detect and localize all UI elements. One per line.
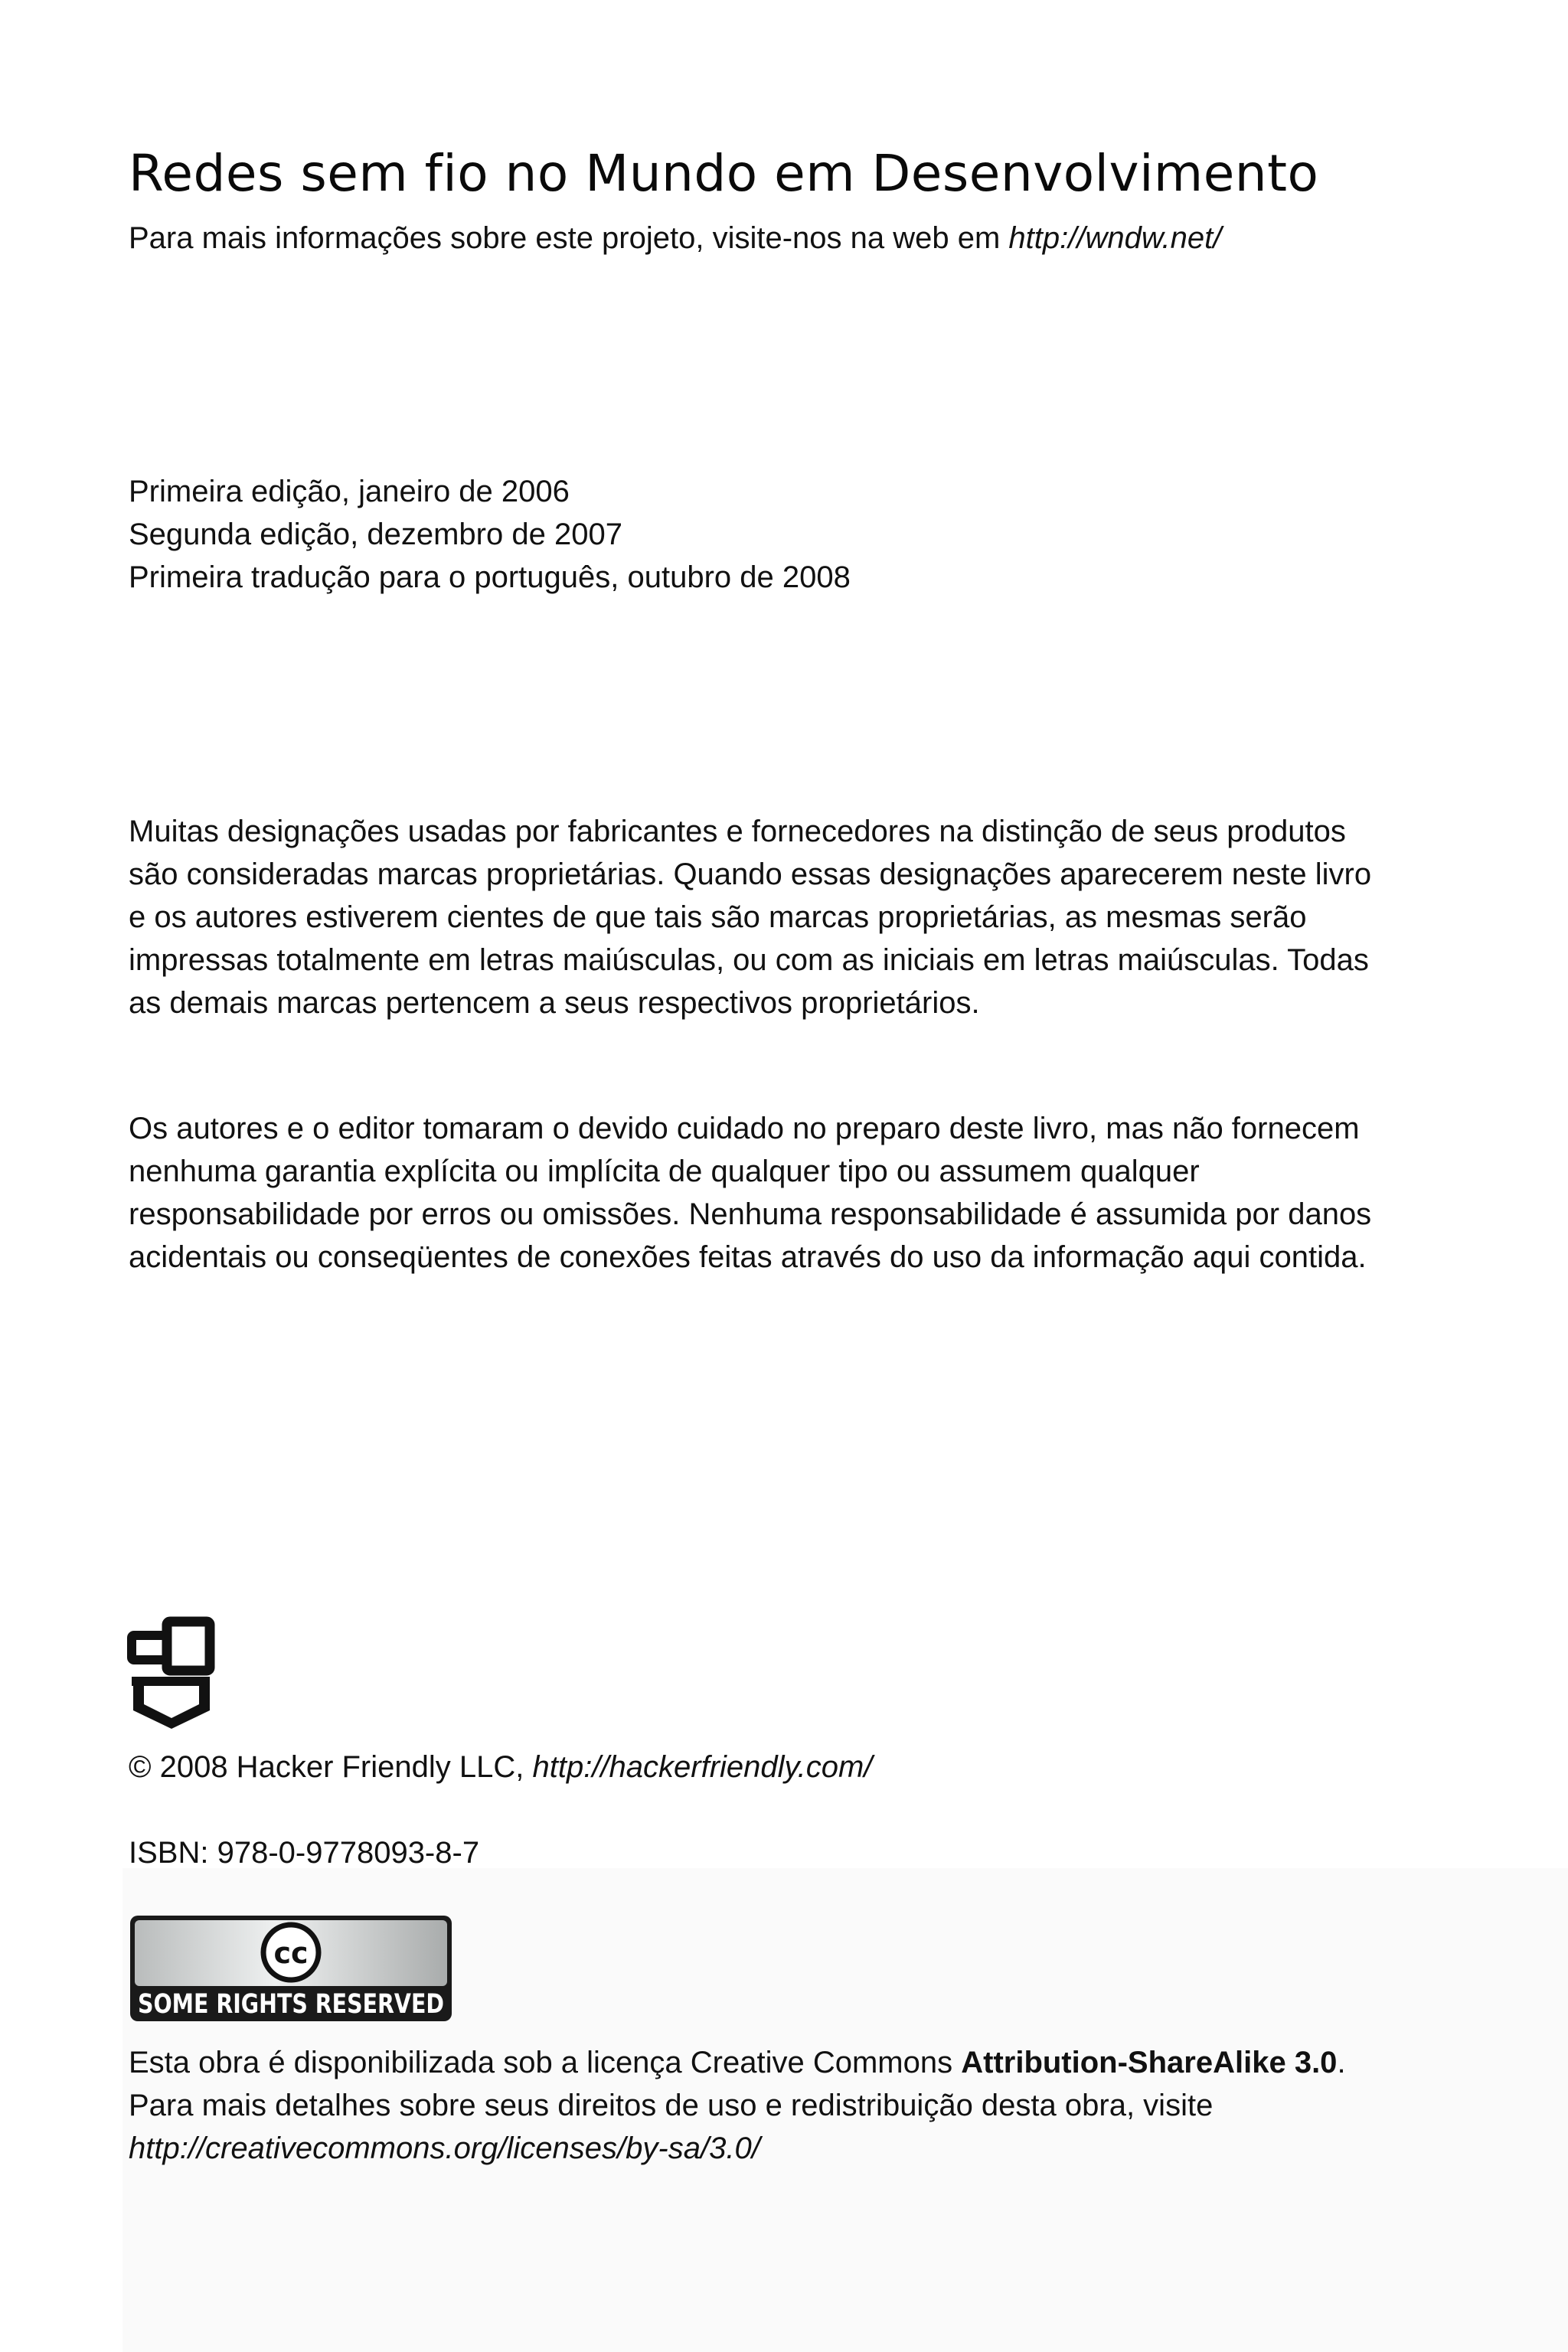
edition-line: Primeira edição, janeiro de 2006 — [129, 475, 570, 508]
hacker-friendly-logo-icon — [129, 1622, 214, 1733]
edition-line: Segunda edição, dezembro de 2007 — [129, 518, 622, 551]
project-info-line — [129, 219, 1221, 257]
edition-line: Primeira tradução para o português, outubro de 2008 — [129, 560, 851, 594]
project-url-link[interactable]: http://wndw.net/ — [1008, 221, 1222, 255]
license-notice — [129, 2041, 1384, 2170]
license-intro: Esta obra é disponibilizada sob a licença Creative Commons — [129, 2046, 962, 2079]
project-info-text: Para mais informações sobre este projeto, visite-nos na web em — [129, 221, 1009, 255]
publisher-url-link[interactable]: http://hackerfriendly.com/ — [532, 1750, 873, 1784]
license-url-link[interactable]: http://creativecommons.org/licenses/by-sa/3.0/ — [129, 2132, 760, 2165]
book-title: Redes sem fio no Mundo em Desenvolvimento — [129, 144, 1319, 203]
cc-badge-label: SOME RIGHTS RESERVED — [138, 1989, 444, 2020]
isbn-line: ISBN: 978-0-9778093-8-7 — [129, 1836, 480, 1870]
edition-history — [129, 470, 851, 599]
trademark-notice: Muitas designações usadas por fabricantes e fornecedores na distinção de seus produtos são consideradas marcas proprietárias. Quando essas designações aparecerem neste livro e os autores estiverem cientes de que tais são marcas proprietárias, as mesmas serão impressas totalmente em letras maiúsculas, ou com as iniciais em letras maiúsculas. Todas as demais marcas pertencem a seus respectivos proprietários. — [129, 815, 1372, 1020]
copyright-text: © 2008 Hacker Friendly LLC, — [129, 1750, 533, 1784]
license-name: Attribution-ShareAlike 3.0 — [961, 2046, 1338, 2079]
creative-commons-badge[interactable] — [129, 1914, 453, 2023]
cc-symbol: cc — [273, 1936, 309, 1970]
copyright-line — [129, 1746, 872, 1788]
liability-disclaimer: Os autores e o editor tomaram o devido cuidado no preparo deste livro, mas não fornecem nenhuma garantia explícita ou implícita de qualquer tipo ou assumem qualquer responsabilidade por erros ou omissões. Nenhuma responsabilidade é assumida por danos acidentais ou conseqüentes de conexões feitas através do uso da informação aqui contida. — [129, 1112, 1372, 1274]
license-middle: . Para mais detalhes sobre seus direitos de uso e redistribuição desta obra, visite — [129, 2046, 1346, 2122]
